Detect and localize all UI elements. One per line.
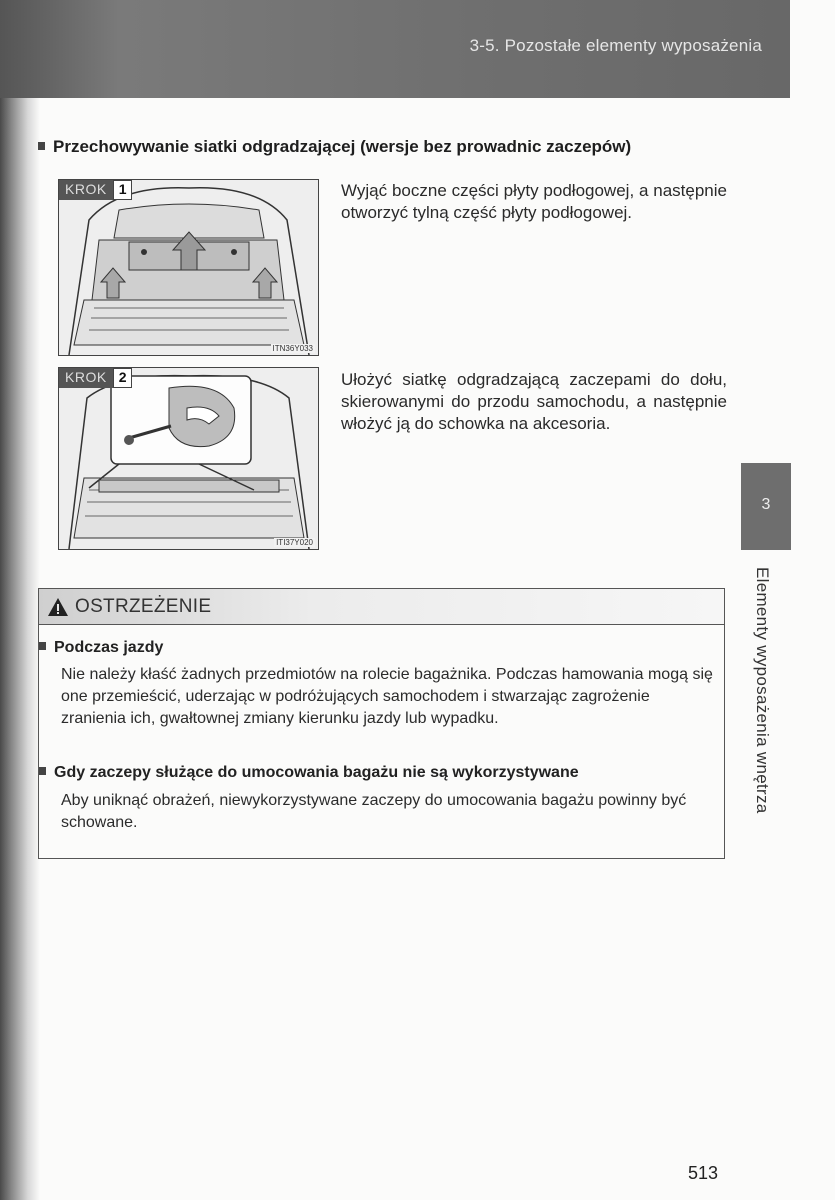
- step-word: KROK: [59, 180, 113, 200]
- section-heading-text: Przechowywanie siatki odgradzającej (wersje bez prowadnic zaczepów): [53, 137, 632, 156]
- step-2-text: Ułożyć siatkę odgradzającą zaczepami do dołu, skierowanymi do przodu samochodu, a następnie włożyć ją do schowka na akcesoria.: [341, 370, 727, 433]
- figure-code: ITI37Y020: [276, 538, 313, 547]
- step-1-text: Wyjąć boczne części płyty podłogowej, a następnie otworzyć tylną część płyty podłogowej.: [341, 181, 727, 222]
- page-binding-shadow: [0, 0, 40, 1200]
- warning-text-2: Aby uniknąć obrażeń, niewykorzystywane zaczepy do umocowania bagażu powinny być schowane.: [61, 792, 687, 831]
- warning-header: [39, 588, 724, 625]
- chapter-tab: [741, 463, 791, 550]
- bullet-icon: [38, 142, 45, 150]
- bullet-icon: [39, 642, 46, 650]
- step-2-figure: [58, 367, 319, 550]
- subheading-text: Podczas jazdy: [54, 639, 164, 656]
- subheading-text: Gdy zaczepy służące do umocowania bagażu nie są wykorzystywane: [54, 764, 579, 781]
- warning-subheading-2: [39, 764, 579, 782]
- header-bar: [0, 0, 790, 98]
- step-1-label: [59, 180, 132, 200]
- page-number: 513: [688, 1163, 719, 1183]
- trunk-illustration-2: [59, 368, 318, 549]
- step-1-figure: [58, 179, 319, 356]
- warning-triangle-icon: [47, 597, 69, 617]
- chapter-title-vertical: Elementy wyposażenia wnętrza: [753, 567, 772, 814]
- figure-code: ITN36Y033: [272, 344, 313, 353]
- section-heading: [38, 137, 738, 157]
- step-word: KROK: [59, 368, 113, 388]
- warning-text-1: Nie należy kłaść żadnych przedmiotów na rolecie bagażnika. Podczas hamowania mogą się one przemieścić, uderzając w podróżujących samochodem i stwarzając zagrożenie zranienia ich, gwałtownej zmiany kierunku jazdy lub wypadku.: [61, 666, 713, 727]
- chapter-number: 3: [761, 496, 771, 513]
- trunk-illustration-1: [59, 180, 318, 355]
- bullet-icon: [39, 767, 46, 775]
- warning-title: OSTRZEŻENIE: [75, 595, 212, 617]
- step-number: 1: [113, 180, 133, 200]
- step-2-label: [59, 368, 132, 388]
- warning-box: [38, 588, 725, 859]
- section-title: 3-5. Pozostałe elementy wyposażenia: [469, 36, 762, 55]
- warning-subheading-1: [39, 639, 163, 657]
- step-number: 2: [113, 368, 133, 388]
